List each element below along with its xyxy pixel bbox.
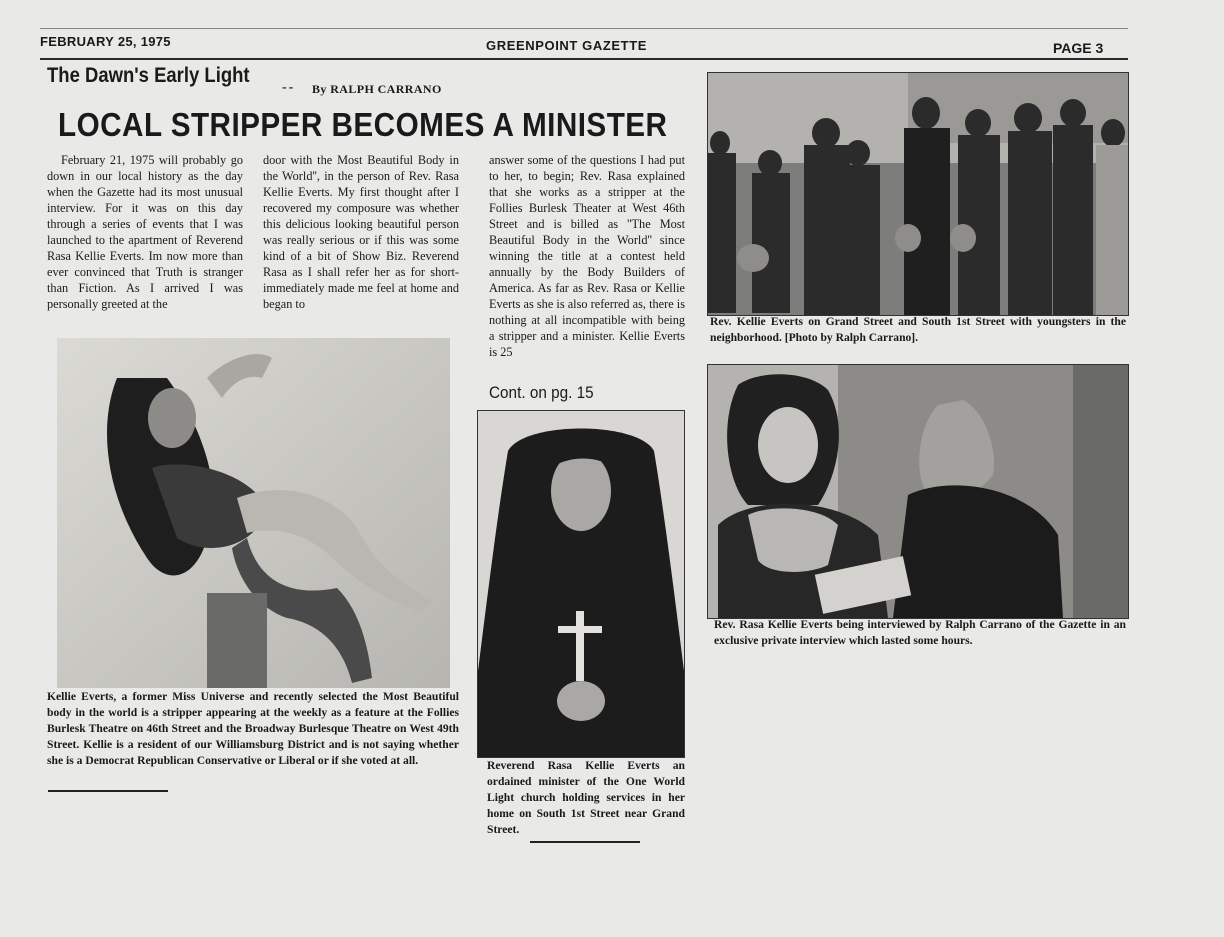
photo-dancer [57, 338, 450, 688]
article-text-1: February 21, 1975 will probably go down in our local history as the day when the Gazette had its most unusual interview. For it was on this day through a series of events that I was launched to the apartment of Reverend Rasa Kellie Everts. Im now more than ever convinced that Truth is stranger than Fiction. As I arrived I was personally greeted at the [47, 153, 243, 311]
caption-youngsters: Rev. Kellie Everts on Grand Street and South 1st Street with youngsters in the neighborhood. [Photo by Ralph Carrano]. [710, 315, 1126, 344]
photo-interview [707, 364, 1129, 619]
column-title: The Dawn's Early Light [47, 64, 250, 87]
article-column-1 [47, 152, 243, 312]
caption-interview: Rev. Rasa Kellie Everts being interviewed by Ralph Carrano of the Gazette in an exclusive private interview which lasted some hours. [714, 618, 1126, 647]
header-rule [40, 58, 1128, 60]
article-text-2: door with the Most Beautiful Body in the World'', in the person of Rev. Rasa Kellie Everts. My first thought after I recovered my composure was whether this delicious looking beautiful person was really serious or if this was some kind of a bit of Show Biz. Reverend Rasa as I shall refer her as for short- immediately made me feel at home and began to [263, 153, 459, 311]
top-edge-rule [40, 28, 1128, 29]
article-text-3: answer some of the questions I had put to her, to begin; Rev. Rasa explained that she works as a stripper at the Follies Burlesk Theater at West 46th Street and is billed as ''The Most Beautiful Body in the World'' since winning the title at a contest held annually by the Body Builders of America. As far as Rev. Rasa or Kellie Everts as she is also referred as, there is nothing at all incompatible with being a stripper and a minister. Kellie Everts is 25 [489, 153, 685, 359]
byline: By RALPH CARRANO [312, 82, 442, 96]
continued-note: Cont. on pg. 15 [489, 383, 594, 402]
photo-youngsters [707, 72, 1129, 316]
caption-dancer: Kellie Everts, a former Miss Universe and recently selected the Most Beautiful body in the world is a stripper appearing at the weekly as a feature at the Follies Burlesk Theatre on 46th Street and the Broadway Burlesque Theatre on West 49th Street. Kellie is a resident of our Williamsburg District and is not saying whether she is a Democrat Republican Conservative or Liberal or if she voted at all. [47, 690, 459, 767]
decorative-rule-caption [48, 790, 168, 792]
page-number: PAGE 3 [1053, 40, 1104, 56]
headline: LOCAL STRIPPER BECOMES A MINISTER [58, 106, 668, 143]
article-column-2 [263, 152, 459, 312]
page-date: FEBRUARY 25, 1975 [40, 34, 171, 49]
decorative-rule-bottom [530, 841, 640, 843]
byline-separator: -- [282, 80, 296, 95]
newspaper-name: GREENPOINT GAZETTE [486, 38, 648, 53]
photo-minister [477, 410, 685, 758]
caption-minister: Reverend Rasa Kellie Everts an ordained minister of the One World Light church holding services in her home on South 1st Street near Grand Street. [487, 759, 685, 836]
article-column-3 [489, 152, 685, 360]
